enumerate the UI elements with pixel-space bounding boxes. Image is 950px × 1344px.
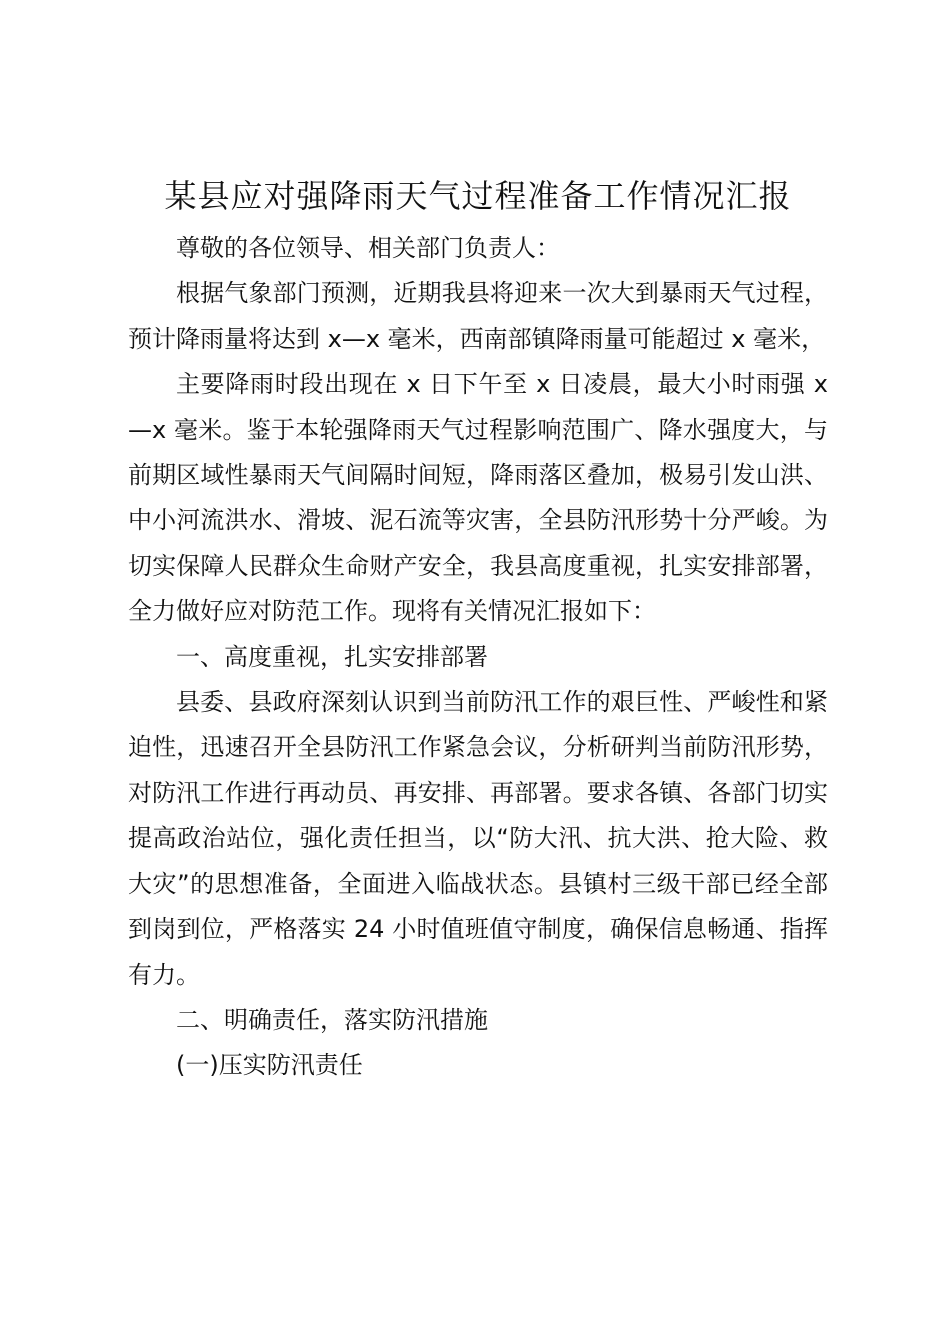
document-title: 某县应对强降雨天气过程准备工作情况汇报: [164, 177, 792, 215]
document-body: [128, 226, 828, 1089]
paragraph-rainfall-period: 主要降雨时段出现在 x 日下午至 x 日凌晨，最大小时雨强 x—x 毫米。鉴于本轮强降雨天气过程影响范围广、降水强度大，与前期区域性暴雨天气间隔时间短，降雨落区叠加，极易引发山洪、中小河流洪水、滑坡、泥石流等灾害，全县防汛形势十分严峻。为切实保障人民群众生命财产安全，我县高度重视，扎实安排部署，全力做好应对防范工作。现将有关情况汇报如下：: [128, 370, 828, 626]
section-heading-1: 一、高度重视，扎实安排部署: [176, 642, 488, 671]
section-heading-2: 二、明确责任，落实防汛措施: [176, 1005, 488, 1034]
paragraph-forecast: 根据气象部门预测，近期我县将迎来一次大到暴雨天气过程，预计降雨量将达到 x—x 毫米，西南部镇降雨量可能超过 x 毫米，: [128, 279, 828, 353]
subsection-heading-1: (一)压实防汛责任: [176, 1051, 363, 1080]
salutation: 尊敬的各位领导、相关部门负责人：: [176, 234, 560, 262]
section-1-paragraph: 县委、县政府深刻认识到当前防汛工作的艰巨性、严峻性和紧迫性，迅速召开全县防汛工作紧急会议，分析研判当前防汛形势，对防汛工作进行再动员、再安排、再部署。要求各镇、各部门切实提高政治站位，强化责任担当，以“防大汛、抗大洪、抢大险、救大灾”的思想准备，全面进入临战状态。县镇村三级干部已经全部到岗到位，严格落实 24 小时值班值守制度，确保信息畅通、指挥有力。: [128, 688, 828, 989]
